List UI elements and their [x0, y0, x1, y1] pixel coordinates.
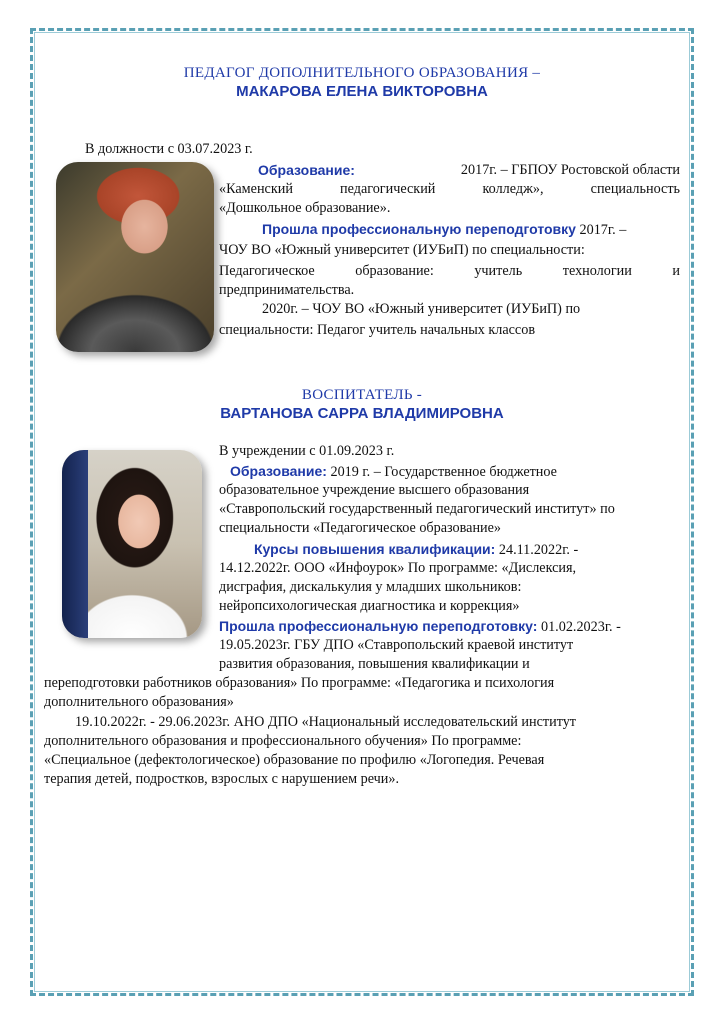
section2-courses-date: 24.11.2022г. - [495, 542, 579, 558]
section2-courses-line3: дисграфия, дискалькулия у младших школьников: [219, 579, 522, 595]
section1-name-heading: МАКАРОВА ЕЛЕНА ВИКТОРОВНА [236, 83, 488, 100]
section1-retrain2-line2: специальности: Педагог учитель начальных классов [219, 322, 536, 338]
section2-retrain-line1 [219, 617, 621, 637]
section2-retrain-label: Прошла профессиональную переподготовку: [219, 618, 538, 634]
section1-education-line3: «Дошкольное образование». [219, 200, 391, 216]
section1-retrain-label: Прошла профессиональную переподготовку [262, 221, 576, 237]
section2-courses-line2: 14.12.2022г. ООО «Инфоурок» По программе: «Дислексия, [219, 560, 577, 576]
section1-education-label: Образование: [258, 162, 355, 178]
section1-education-line1 [258, 161, 680, 181]
section2-retrain2-line3: «Специальное (дефектологическое) образование по профилю «Логопедия. Речевая [44, 752, 545, 768]
section1-education-line2: «Каменский педагогический колледж», специальность [219, 181, 680, 197]
section2-education-line4: специальности «Педагогическое образование» [219, 520, 502, 536]
section2-retrain2-line1: 19.10.2022г. - 29.06.2023г. АНО ДПО «Национальный исследовательский институт [75, 714, 577, 730]
teacher-photo-makarova [56, 162, 214, 352]
section1-position-since: В должности с 03.07.2023 г. [85, 141, 253, 157]
section1-retrain-line2: ЧОУ ВО «Южный университет (ИУБиП) по специальности: [219, 242, 585, 258]
section2-retrain-line3: развития образования, повышения квалификации и [219, 656, 530, 672]
section2-retrain-line5: дополнительного образования» [44, 694, 234, 710]
section1-role-heading: ПЕДАГОГ ДОПОЛНИТЕЛЬНОГО ОБРАЗОВАНИЯ – [183, 65, 541, 81]
section2-education-line1 [230, 462, 557, 482]
section2-retrain-date: 01.02.2023г. - [537, 619, 621, 635]
section2-courses-label: Курсы повышения квалификации: [254, 541, 496, 557]
section2-role-heading: ВОСПИТАТЕЛЬ - [301, 387, 423, 403]
section2-education-line2: образовательное учреждение высшего образования [219, 482, 530, 498]
section1-retrain2-line1: 2020г. – ЧОУ ВО «Южный университет (ИУБиП) по [262, 301, 581, 317]
section2-retrain2-line2: дополнительного образования и профессионального обучения» По программе: [44, 733, 522, 749]
teacher-photo-vartanova [62, 450, 202, 638]
section2-courses-line4: нейропсихологическая диагностика и коррекция» [219, 598, 520, 614]
section2-retrain2-line4: терапия детей, подростков, взрослых с нарушением речи». [44, 771, 400, 787]
section2-education-text1: 2019 г. – Государственное бюджетное [326, 464, 557, 480]
section2-retrain-line4: переподготовки работников образования» По программе: «Педагогика и психология [44, 675, 555, 691]
section1-retrain-line4: предпринимательства. [219, 282, 355, 298]
section1-retrain-line1 [262, 220, 626, 240]
section2-courses-line1 [254, 540, 578, 560]
section1-education-text1: 2017г. – ГБПОУ Ростовской области [460, 162, 680, 178]
section1-retrain-year: 2017г. – [575, 222, 627, 238]
section1-retrain-line3: Педагогическое образование: учитель технологии и [219, 263, 680, 279]
section2-name-heading: ВАРТАНОВА САРРА ВЛАДИМИРОВНА [220, 405, 504, 422]
section2-education-label: Образование: [230, 463, 327, 479]
section2-retrain-line2: 19.05.2023г. ГБУ ДПО «Ставропольский краевой институт [219, 637, 574, 653]
section2-since: В учреждении с 01.09.2023 г. [219, 443, 395, 459]
section2-education-line3: «Ставропольский государственный педагогический институт» по [219, 501, 615, 517]
